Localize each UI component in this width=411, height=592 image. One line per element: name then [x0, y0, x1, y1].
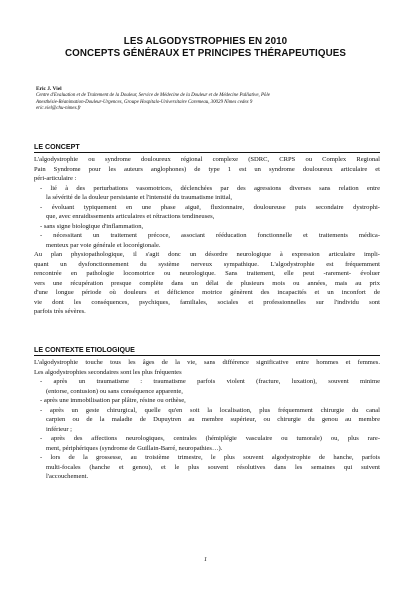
paragraph-line: L'algodystrophie touche tous les âges de la vie, sans différence significative entre hommes et femmes.	[34, 359, 380, 366]
title-line-1: LES ALGODYSTROPHIES EN 2010	[123, 36, 288, 47]
list-item-continuation: (entorse, contusion) ou sans conséquence apparente,	[46, 387, 183, 395]
author-email: eric.viel@chu-nimes.fr	[36, 106, 81, 112]
list-item-continuation: carpien ou de la maladie de Dupuytren au membre supérieur, ou chirurgie du genou au membre	[46, 416, 380, 423]
section-etiology	[34, 346, 380, 482]
list-item-continuation: ment, périphériques (syndrome de Guillain-Barré, neuropathies…).	[46, 444, 223, 452]
list-item: - après un geste chirurgical, quelle qu'en soit la localisation, plus fréquemment chirurgie du canal	[40, 406, 380, 414]
section-heading: LE CONTEXTE ETIOLOGIQUE	[34, 346, 380, 356]
list-item: - lors de la grossesse, au troisième trimestre, le plus souvent algodystrophie de hanche, parfois	[40, 454, 380, 461]
paragraph-line: Pain Syndrome pour les auteurs anglophones) de type 1 est un syndrome douloureux articulaire et	[34, 165, 380, 173]
author-name: Eric J. Viel	[36, 86, 62, 92]
list-item-continuation: multi-focales (hanche et genou), et le plus souvent résolutives dans les semaines qui suivent	[46, 463, 380, 471]
page-number: 1	[203, 556, 208, 563]
list-item: - après un traumatisme : traumatisme parfois violent (fracture, luxation), souvent minime	[40, 378, 380, 385]
paragraph-line: L'algodystrophie ou syndrome douloureux régional complexe (SDRC, CRPS ou Complex Regional	[34, 156, 380, 163]
author-affiliation-2: Anesthésie-Réanimation-Douleur-Urgences, Groupe Hospitalo-Universitaire Caremeau, 30029 Nîmes cedex 9	[36, 99, 253, 105]
paragraph-line: parfois très sévères.	[34, 308, 86, 315]
list-item: - nécessitant un traitement précoce, associant rééducation fonctionnelle et traitements médica-	[40, 232, 380, 239]
list-item: - évoluant typiquement en une phase aiguë, fluxionnaire, douloureuse puis secondaire dystrophi-	[40, 203, 380, 211]
paragraph-line: Les algodystrophies secondaires sont les plus fréquentes	[34, 368, 182, 376]
list-item-continuation: inférieur ;	[46, 425, 72, 433]
document-title	[0, 36, 411, 59]
paragraph-line: Au plan physiopathologique, il s'agit donc un désordre neurologique à expression articulaire impli-	[34, 251, 380, 258]
paragraph-line: d'une longue période où douleurs et déficience motrice génèrent des incapacités et un inconfort de	[34, 289, 380, 296]
list-item: - après une immobilisation par plâtre, résine ou orthèse,	[40, 397, 186, 404]
list-item: - après des affections neurologiques, centrales (hémiplégie vasculaire ou tumorale) ou, plus rare-	[40, 435, 380, 442]
list-item-continuation: que, avec enraidissements articulaires et rétractions tendineuses,	[46, 213, 215, 220]
section-concept	[34, 143, 380, 317]
title-line-2: CONCEPTS GÉNÉRAUX ET PRINCIPES THÉRAPEUTIQUES	[64, 47, 347, 59]
list-item: - sans signe biologique d'inflammation,	[40, 222, 144, 230]
list-item-continuation: la sévérité de la douleur persistante et l'intensité du traumatisme initial,	[46, 194, 233, 201]
paragraph-line: vie dont les conséquences, psychiques, familiales, sociales et professionnelles sur l'individu sont	[34, 298, 380, 306]
list-item: - lié à des perturbations vasomotrices, déclenchées par des agressions diverses sans relation entre	[40, 184, 380, 192]
paragraph-line: rencontrée en pathologie locomotrice ou neurologique. Sans traitement, elle peut -rarement- évoluer	[34, 270, 380, 277]
section-heading: LE CONCEPT	[34, 143, 380, 153]
list-item-continuation: menteux par voie générale et locorégionale.	[46, 241, 161, 249]
list-item-continuation: l'accouchement.	[46, 473, 89, 480]
paragraph-line: vers une récupération presque complète dans un délai de plusieurs mois ou années, mais au prix	[34, 279, 380, 287]
author-block	[36, 86, 381, 113]
author-affiliation-1: Centre d'Evaluation et de Traitement de la Douleur, Service de Médecine de la Douleur et de Médecine Palliative, Pôle	[36, 93, 270, 98]
paragraph-line: quant un dysfonctionnement du système nerveux sympathique. L'algodystrophie est fréquemment	[34, 260, 380, 268]
paragraph-line: péri-articulaire :	[34, 175, 77, 182]
